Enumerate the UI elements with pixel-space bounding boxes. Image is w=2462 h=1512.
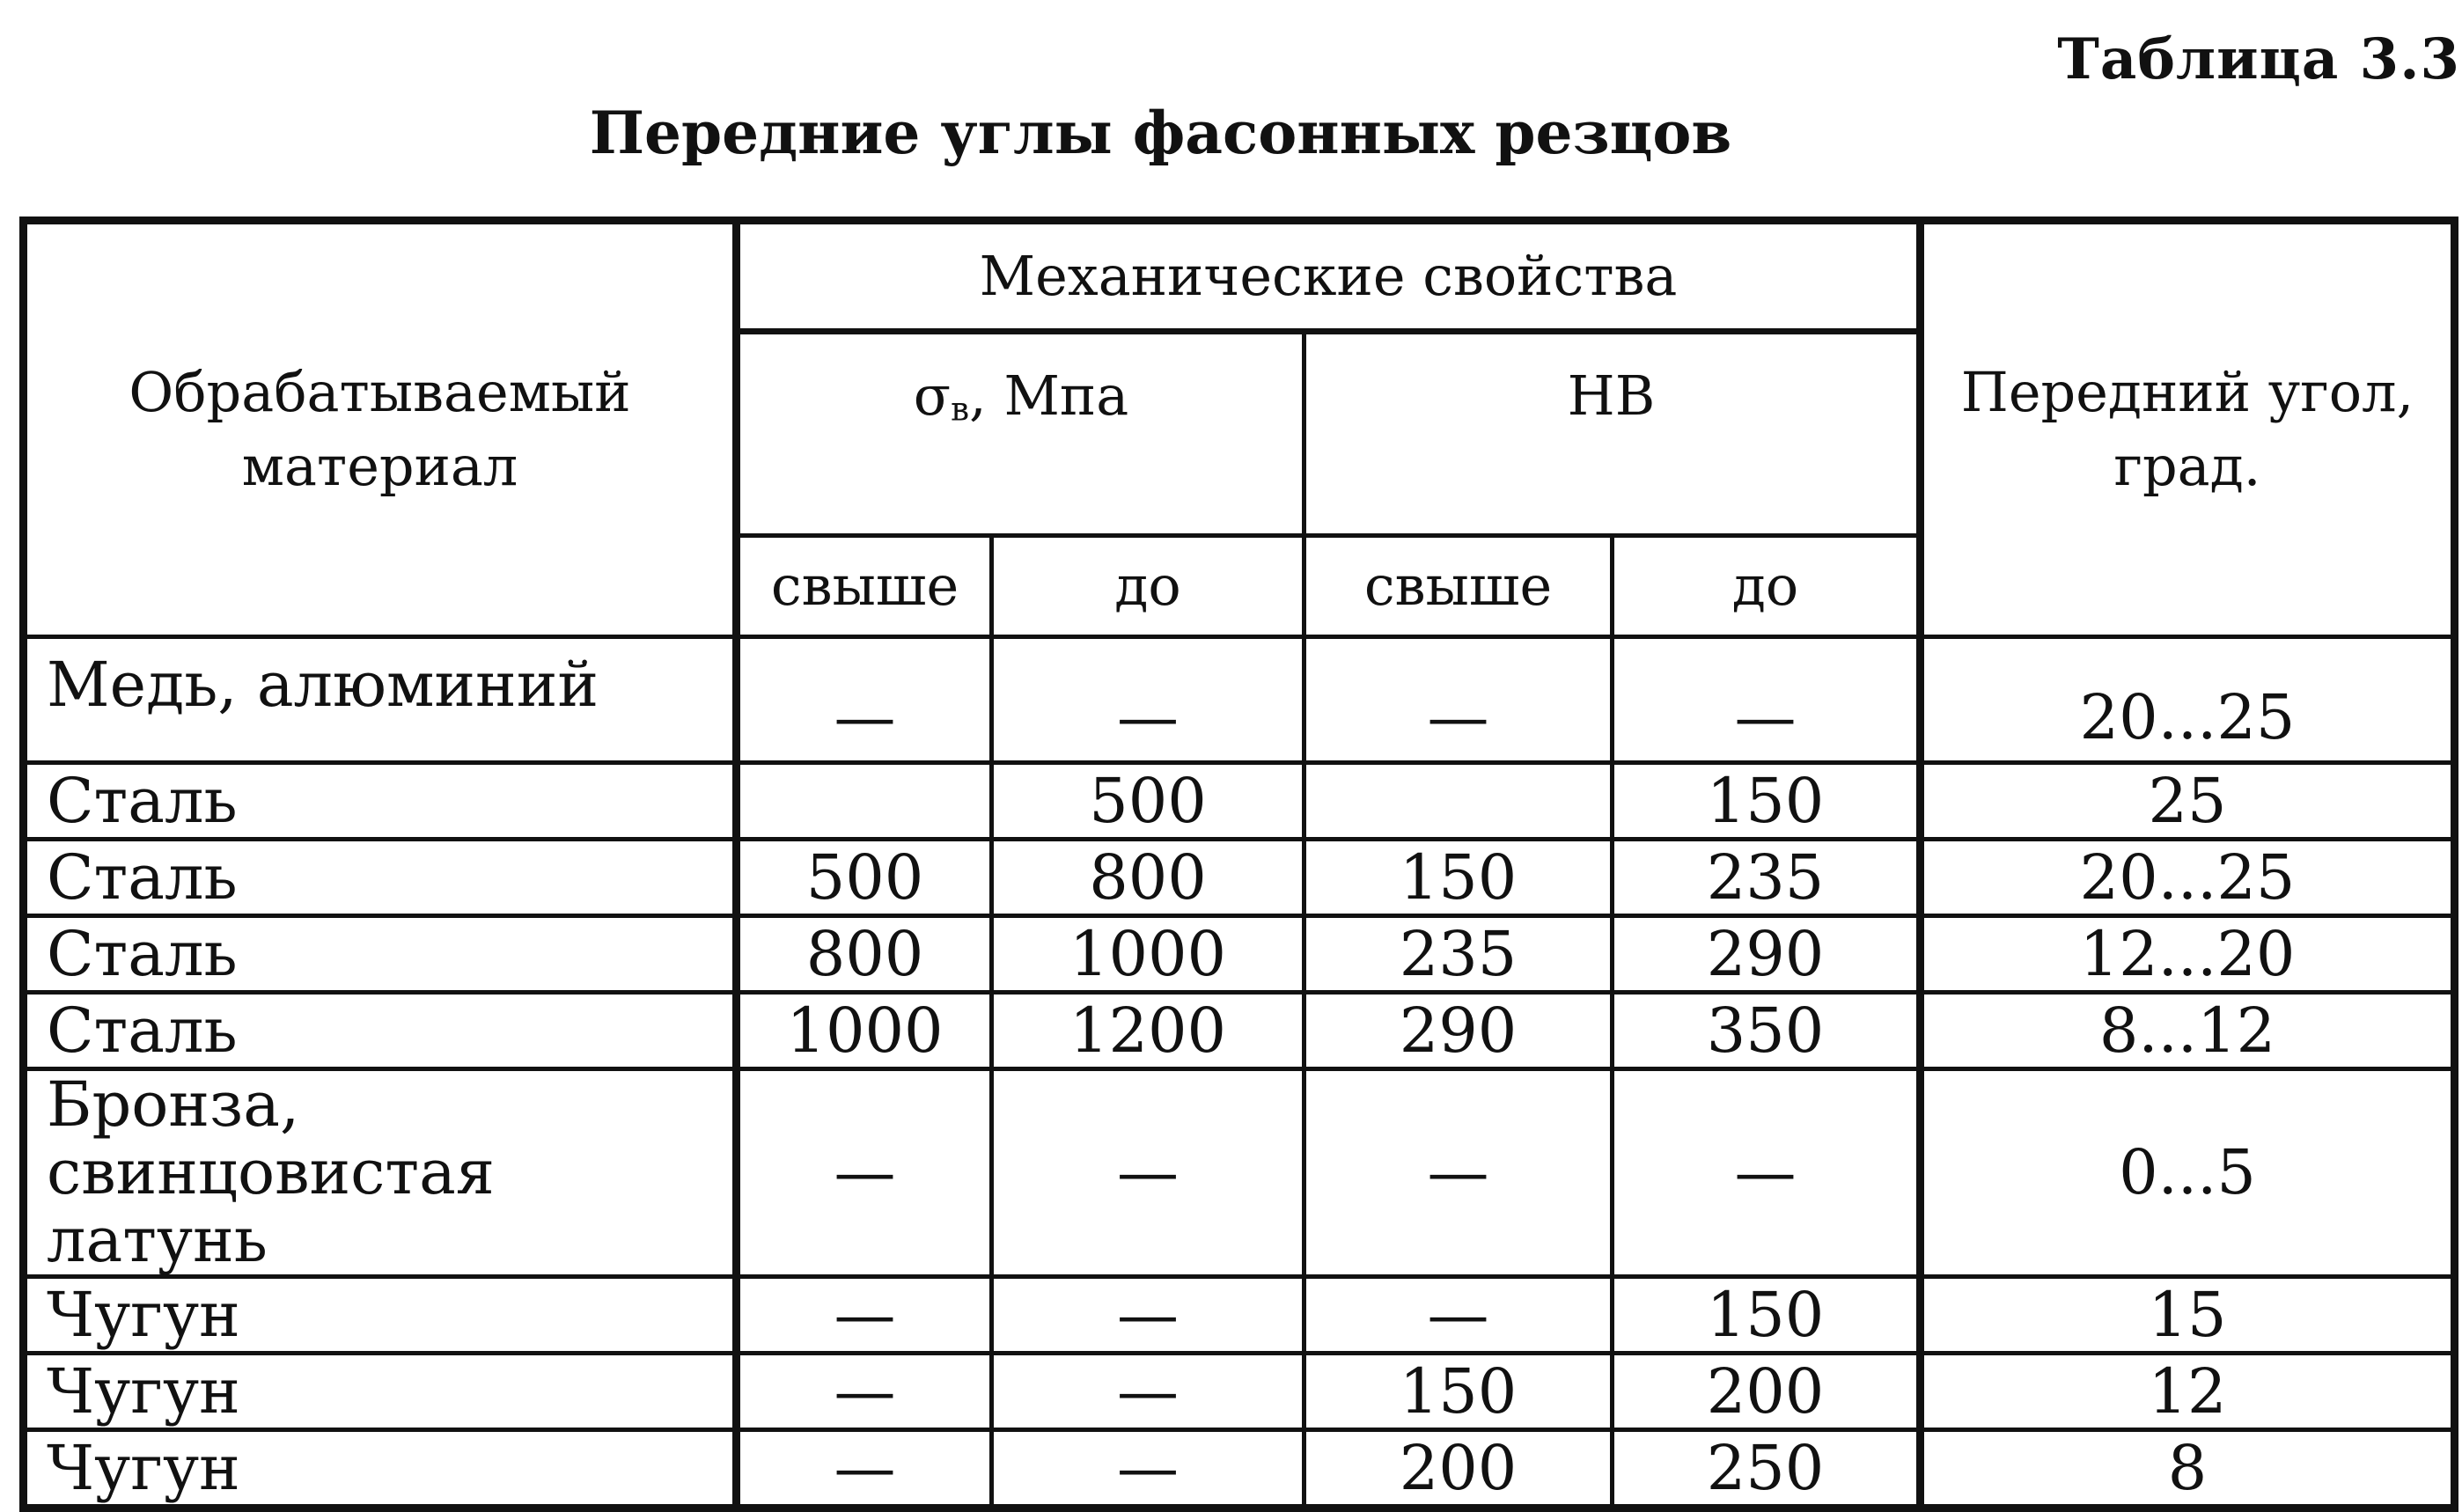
cell-sigma-above: —	[737, 1430, 992, 1508]
cell-sigma-above: 1000	[737, 993, 992, 1069]
cell-hb-upto: 200	[1613, 1354, 1921, 1430]
cell-sigma-upto: 1200	[992, 993, 1304, 1069]
cell-hb-upto: 250	[1613, 1430, 1921, 1508]
table-row	[24, 1277, 2455, 1354]
header-sigma-upto: до	[992, 536, 1304, 637]
cell-sigma-upto: 800	[992, 840, 1304, 916]
cell-hb-upto: —	[1613, 637, 1921, 763]
cell-hb-above	[1304, 763, 1613, 840]
cell-hb-above: 150	[1304, 1354, 1613, 1430]
cell-material: Бронза, свинцовистая латунь	[24, 1069, 737, 1277]
cell-rake-angle: 12...20	[1921, 916, 2455, 993]
cell-material: Сталь	[24, 840, 737, 916]
table-row	[24, 993, 2455, 1069]
cell-sigma-above: —	[737, 1069, 992, 1277]
cell-rake-angle: 20...25	[1921, 840, 2455, 916]
cell-hb-above: —	[1304, 637, 1613, 763]
table-row	[24, 763, 2455, 840]
cell-sigma-upto: —	[992, 1277, 1304, 1354]
cell-material: Чугун	[24, 1277, 737, 1354]
header-tensile-strength	[737, 332, 1304, 536]
cell-rake-angle: 15	[1921, 1277, 2455, 1354]
table-row	[24, 1430, 2455, 1508]
cell-sigma-upto: —	[992, 1430, 1304, 1508]
header-material: Обрабатываемый материал	[24, 221, 737, 637]
cell-material: Сталь	[24, 916, 737, 993]
cell-sigma-upto: 1000	[992, 916, 1304, 993]
header-rake-angle: Передний угол, град.	[1921, 221, 2455, 637]
cell-sigma-upto: —	[992, 637, 1304, 763]
table-row	[24, 1069, 2455, 1277]
cell-hb-upto: 150	[1613, 763, 1921, 840]
cell-sigma-above	[737, 763, 992, 840]
cell-rake-angle: 8...12	[1921, 993, 2455, 1069]
cell-sigma-above: —	[737, 1354, 992, 1430]
cell-hb-upto: —	[1613, 1069, 1921, 1277]
cell-material: Медь, алюминий	[24, 637, 737, 763]
cell-material: Чугун	[24, 1430, 737, 1508]
cell-rake-angle: 8	[1921, 1430, 2455, 1508]
sigma-subscript: в	[951, 389, 970, 429]
header-mechanical-properties: Механические свойства	[737, 221, 1921, 332]
sigma-unit: , Мпа	[969, 363, 1129, 428]
cell-sigma-above: 800	[737, 916, 992, 993]
cell-sigma-upto: —	[992, 1069, 1304, 1277]
cell-material: Сталь	[24, 993, 737, 1069]
cell-hb-upto: 290	[1613, 916, 1921, 993]
cell-material: Сталь	[24, 763, 737, 840]
header-sigma-above: свыше	[737, 536, 992, 637]
table-row	[24, 1354, 2455, 1430]
table-title: Передние углы фасонных резцов	[589, 99, 1732, 167]
cell-rake-angle: 25	[1921, 763, 2455, 840]
table-row	[24, 637, 2455, 763]
cell-hb-above: —	[1304, 1069, 1613, 1277]
cell-hb-above: 290	[1304, 993, 1613, 1069]
cell-hb-above: —	[1304, 1277, 1613, 1354]
cell-hb-above: 200	[1304, 1430, 1613, 1508]
cell-sigma-above: —	[737, 637, 992, 763]
header-hb-above: свыше	[1304, 536, 1613, 637]
cell-hb-upto: 235	[1613, 840, 1921, 916]
table-row	[24, 840, 2455, 916]
header-hb: НВ	[1304, 332, 1921, 536]
cell-sigma-above: —	[737, 1277, 992, 1354]
sigma-symbol: σ	[913, 363, 952, 428]
rake-angle-table	[19, 217, 2458, 1512]
cell-sigma-above: 500	[737, 840, 992, 916]
header-hb-upto: до	[1613, 536, 1921, 637]
cell-rake-angle: 12	[1921, 1354, 2455, 1430]
cell-hb-upto: 350	[1613, 993, 1921, 1069]
cell-hb-above: 235	[1304, 916, 1613, 993]
cell-sigma-upto: —	[992, 1354, 1304, 1430]
table-row	[24, 916, 2455, 993]
cell-sigma-upto: 500	[992, 763, 1304, 840]
cell-hb-above: 150	[1304, 840, 1613, 916]
cell-hb-upto: 150	[1613, 1277, 1921, 1354]
cell-rake-angle: 20...25	[1921, 637, 2455, 763]
cell-material: Чугун	[24, 1354, 737, 1430]
table-number: Таблица 3.3	[2057, 26, 2460, 92]
cell-rake-angle: 0...5	[1921, 1069, 2455, 1277]
